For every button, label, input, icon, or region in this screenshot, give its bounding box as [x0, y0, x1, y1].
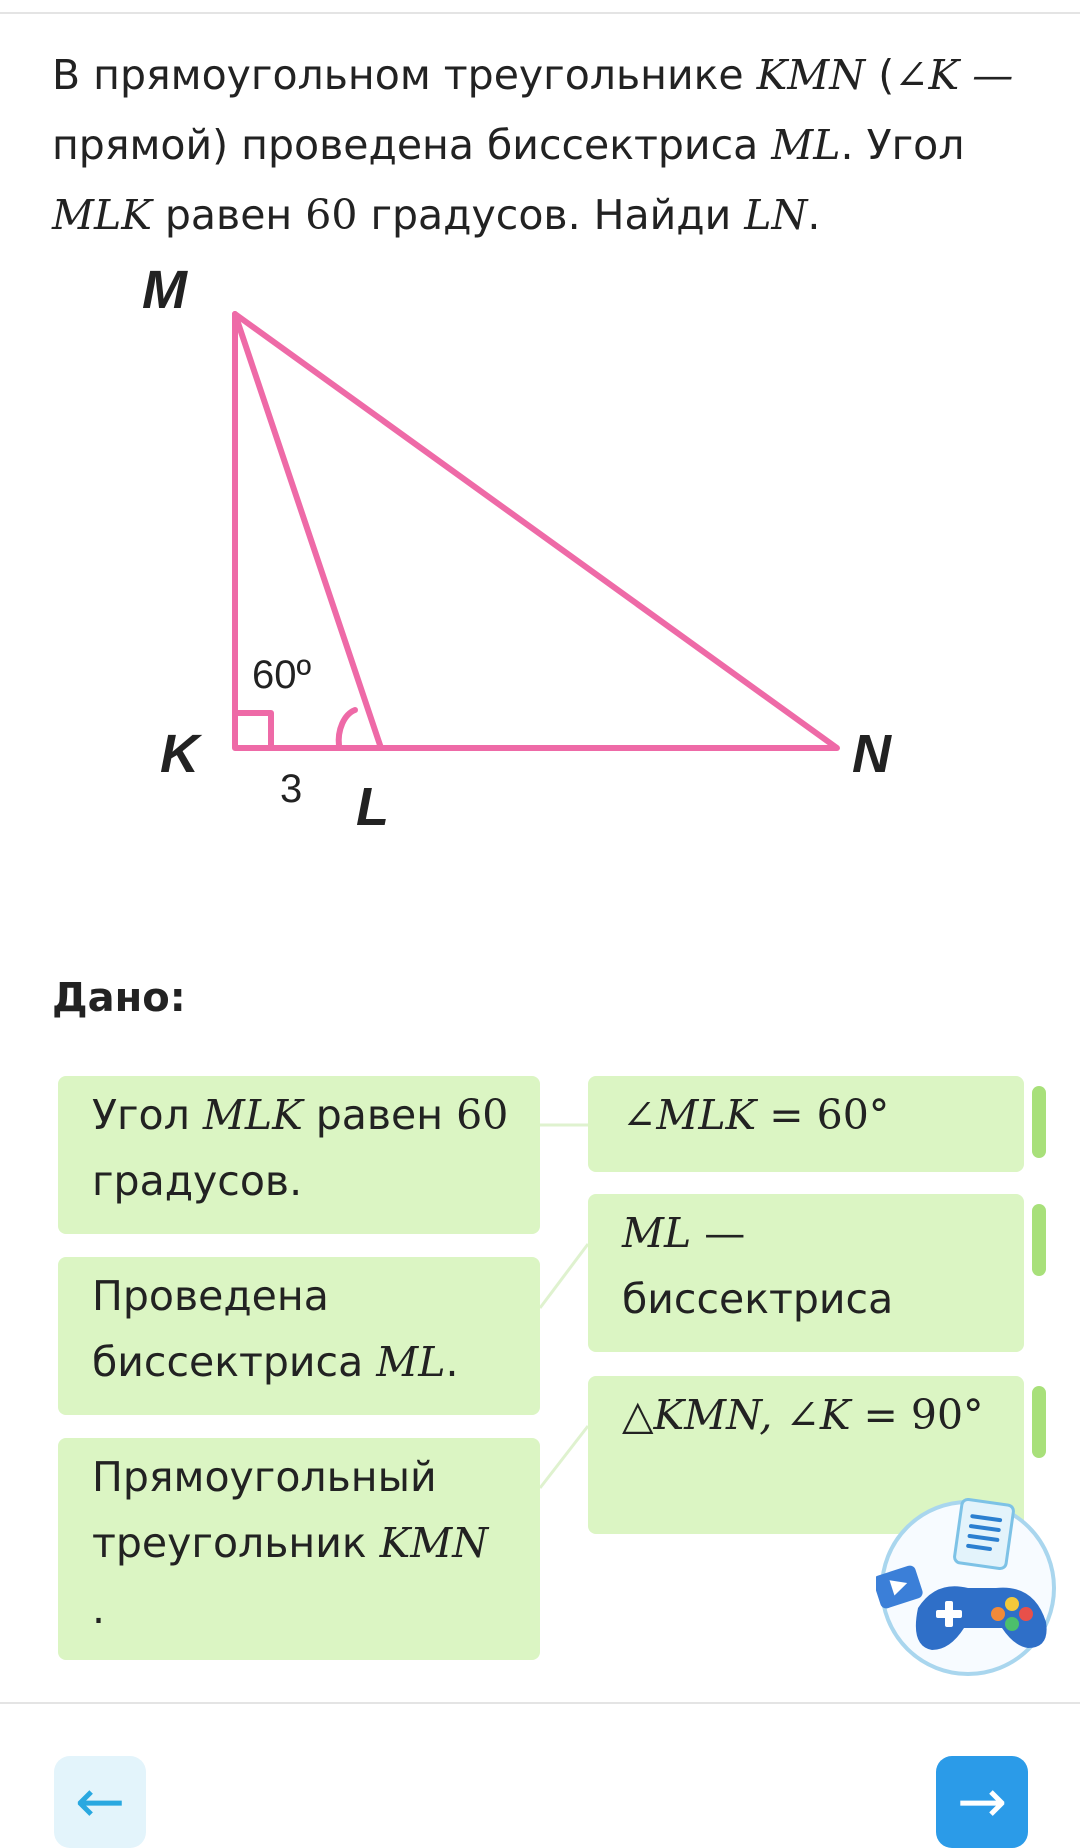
next-button[interactable]: [936, 1756, 1028, 1848]
vertex-m-label: M: [142, 260, 187, 320]
given-heading: Дано:: [52, 975, 186, 1021]
back-button[interactable]: [54, 1756, 146, 1848]
gamepad-notes-icon[interactable]: [876, 1496, 1060, 1680]
match-line-2: [540, 1244, 588, 1308]
side-kl-label: 3: [280, 767, 303, 811]
formula-card-2[interactable]: ML — биссектриса: [588, 1194, 1024, 1352]
angle-60-label: 60º: [252, 653, 312, 697]
arrow-left-icon: ←: [74, 1767, 126, 1837]
triangle-diagram: [0, 250, 1080, 870]
match-marker-3: [1032, 1386, 1046, 1458]
match-line-3: [540, 1426, 588, 1488]
vertex-k-label: K: [160, 724, 199, 784]
formula-card-1[interactable]: ∠MLK = 60°: [588, 1076, 1024, 1172]
vertex-l-label: L: [356, 777, 389, 837]
angle-arc-mlk: [339, 710, 355, 746]
triangle-kmn: [235, 314, 837, 748]
problem-text: В прямоугольном треугольнике KMN (∠K — прямой) проведена биссектриса ML. Угол MLK равен 60 градусов. Найди LN.: [52, 51, 1014, 239]
vertex-n-label: N: [852, 724, 891, 784]
match-marker-2: [1032, 1204, 1046, 1276]
bottom-divider: [0, 1702, 1080, 1704]
match-marker-1: [1032, 1086, 1046, 1158]
top-divider: [0, 12, 1080, 14]
given-statement-3[interactable]: Прямоугольный треугольник KMN .: [58, 1438, 540, 1660]
right-angle-mark: [238, 713, 271, 746]
given-statement-2[interactable]: Проведена биссектриса ML.: [58, 1257, 540, 1415]
formula-card-3[interactable]: △KMN, ∠K = 90°: [588, 1376, 1024, 1534]
given-statement-1[interactable]: Угол MLK равен 60 градусов.: [58, 1076, 540, 1234]
arrow-right-icon: →: [956, 1767, 1008, 1837]
